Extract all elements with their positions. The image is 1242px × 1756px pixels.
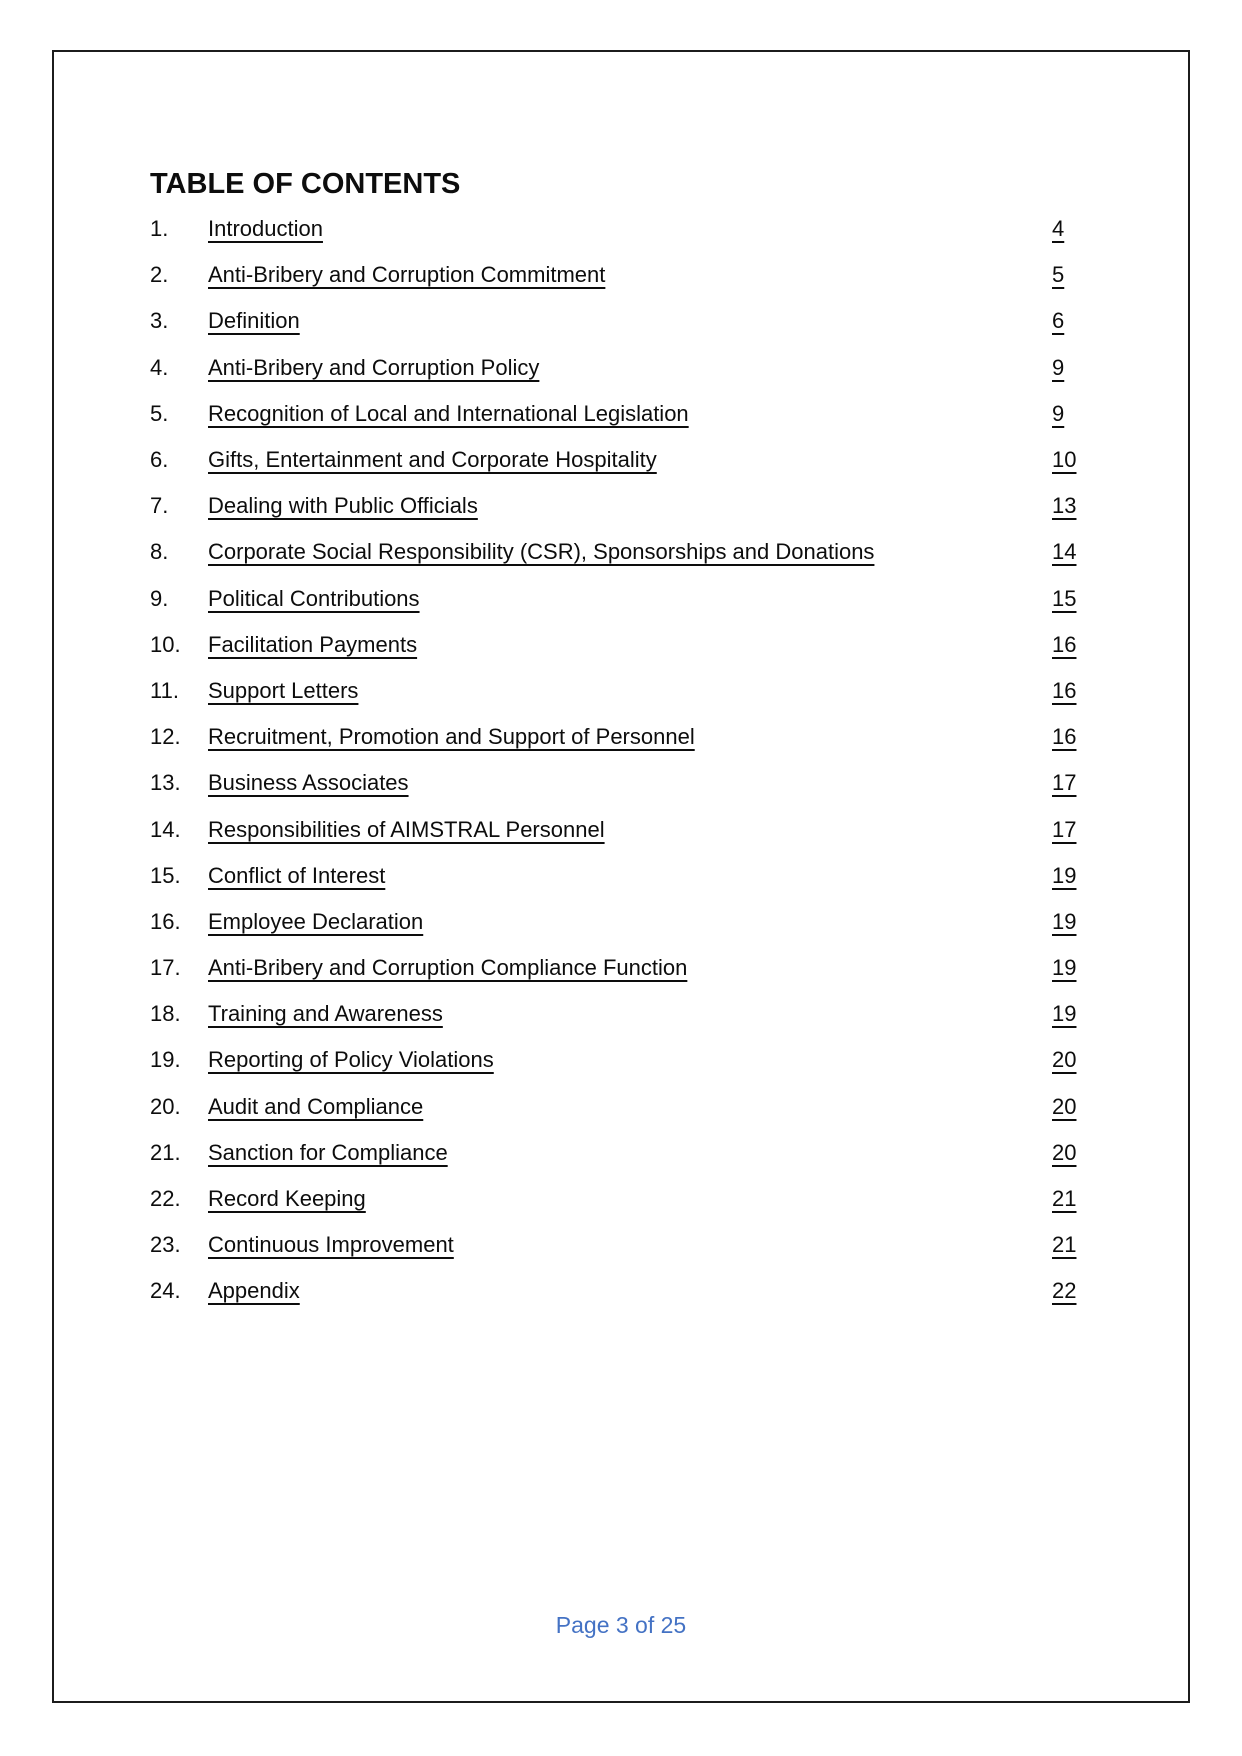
page-title: TABLE OF CONTENTS [150,168,461,201]
toc-entry-link[interactable]: Corporate Social Responsibility (CSR), Sponsorships and Donations [208,539,875,565]
toc-entry [150,1037,1110,1083]
toc-entry-link[interactable]: Training and Awareness [208,1001,443,1027]
toc-entry-page-number[interactable]: 19 [1052,908,1077,934]
toc-entry-link[interactable]: Sanction for Compliance [208,1139,448,1165]
toc-entry [150,899,1110,945]
toc-entry-page-number[interactable]: 13 [1052,493,1077,519]
toc-entry-number: 23. [150,1232,181,1258]
toc-entry-page-number[interactable]: 20 [1052,1093,1077,1119]
toc-entry [150,714,1110,760]
toc-entry-number: 20. [150,1093,181,1119]
toc-entry-page-number[interactable]: 19 [1052,1001,1077,1027]
toc-entry-link[interactable]: Recognition of Local and International Legislation [208,400,689,426]
toc-entry-page-number[interactable]: 15 [1052,585,1077,611]
toc-entry-page-number[interactable]: 16 [1052,631,1077,657]
toc-entry-link[interactable]: Anti-Bribery and Corruption Commitment [208,262,606,288]
toc-entry-number: 15. [150,862,181,888]
toc-entry [150,576,1110,622]
toc-entry-page-number[interactable]: 6 [1052,308,1065,334]
toc-entry-number: 13. [150,770,181,796]
page-footer [0,1612,1242,1639]
toc-entry [150,1222,1110,1268]
toc-entry-number: 24. [150,1278,181,1304]
toc-entry [150,760,1110,806]
toc-entry [150,483,1110,529]
toc-entry-number: 5. [150,400,169,426]
toc-entry-number: 9. [150,585,169,611]
toc-entry-number: 17. [150,955,181,981]
toc-entry-number: 6. [150,447,169,473]
toc-entry-number: 1. [150,216,169,242]
toc-entry [150,991,1110,1037]
toc-entry-page-number[interactable]: 17 [1052,770,1077,796]
toc-entry-page-number[interactable]: 14 [1052,539,1077,565]
toc-entry-page-number[interactable]: 16 [1052,724,1077,750]
toc-entry [150,529,1110,575]
toc-entry-link[interactable]: Support Letters [208,677,359,703]
toc-entry-page-number[interactable]: 20 [1052,1139,1077,1165]
toc-entry-number: 8. [150,539,169,565]
toc-entry [150,1130,1110,1176]
toc-entry-number: 19. [150,1047,181,1073]
toc-entry-number: 7. [150,493,169,519]
toc-entry-link[interactable]: Record Keeping [208,1186,366,1212]
toc-entry-page-number[interactable]: 4 [1052,216,1065,242]
toc-entry-number: 10. [150,631,181,657]
toc-entry-link[interactable]: Gifts, Entertainment and Corporate Hospitality [208,447,657,473]
toc-entry-page-number[interactable]: 16 [1052,677,1077,703]
toc-entry [150,345,1110,391]
toc-entry-number: 14. [150,816,181,842]
toc-entry-page-number[interactable]: 19 [1052,955,1077,981]
toc-entry [150,252,1110,298]
toc-entry-link[interactable]: Employee Declaration [208,908,424,934]
toc-entry-page-number[interactable]: 17 [1052,816,1077,842]
toc-entry [150,1268,1110,1314]
toc-entry-link[interactable]: Audit and Compliance [208,1093,424,1119]
toc-entry-number: 18. [150,1001,181,1027]
toc-entry [150,806,1110,852]
toc-entry-page-number[interactable]: 10 [1052,447,1077,473]
toc-entry-link[interactable]: Introduction [208,216,323,242]
toc-entry-page-number[interactable]: 9 [1052,400,1065,426]
toc-entry-page-number[interactable]: 21 [1052,1186,1077,1212]
toc-entry-page-number[interactable]: 22 [1052,1278,1077,1304]
toc-entry [150,622,1110,668]
toc-entry [150,668,1110,714]
toc-entry [150,853,1110,899]
toc-entry-link[interactable]: Dealing with Public Officials [208,493,478,519]
toc-entry-link[interactable]: Definition [208,308,300,334]
toc-entry-link[interactable]: Facilitation Payments [208,631,418,657]
toc-entry-link[interactable]: Conflict of Interest [208,862,386,888]
toc-entry-number: 21. [150,1139,181,1165]
toc-entry-number: 4. [150,354,169,380]
toc-entry-link[interactable]: Political Contributions [208,585,420,611]
toc-entry [150,298,1110,344]
toc-entry-link[interactable]: Anti-Bribery and Corruption Compliance Function [208,955,688,981]
table-of-contents [150,206,1110,1315]
toc-entry [150,391,1110,437]
toc-entry [150,945,1110,991]
toc-entry-number: 22. [150,1186,181,1212]
toc-entry-number: 2. [150,262,169,288]
toc-entry [150,1084,1110,1130]
toc-entry-page-number[interactable]: 9 [1052,354,1065,380]
toc-entry-link[interactable]: Reporting of Policy Violations [208,1047,494,1073]
toc-entry-number: 11. [150,677,179,703]
toc-entry-link[interactable]: Appendix [208,1278,300,1304]
toc-entry-number: 3. [150,308,169,334]
toc-entry-link[interactable]: Responsibilities of AIMSTRAL Personnel [208,816,605,842]
toc-entry-page-number[interactable]: 5 [1052,262,1065,288]
toc-entry-link[interactable]: Recruitment, Promotion and Support of Personnel [208,724,695,750]
toc-entry-link[interactable]: Anti-Bribery and Corruption Policy [208,354,540,380]
toc-entry-page-number[interactable]: 19 [1052,862,1077,888]
toc-entry-number: 16. [150,908,181,934]
toc-entry [150,437,1110,483]
toc-entry-link[interactable]: Continuous Improvement [208,1232,454,1258]
toc-entry [150,1176,1110,1222]
toc-entry-number: 12. [150,724,181,750]
toc-entry-page-number[interactable]: 20 [1052,1047,1077,1073]
toc-entry-page-number[interactable]: 21 [1052,1232,1077,1258]
page-number-footer: Page 3 of 25 [555,1612,687,1638]
toc-entry [150,206,1110,252]
toc-entry-link[interactable]: Business Associates [208,770,409,796]
